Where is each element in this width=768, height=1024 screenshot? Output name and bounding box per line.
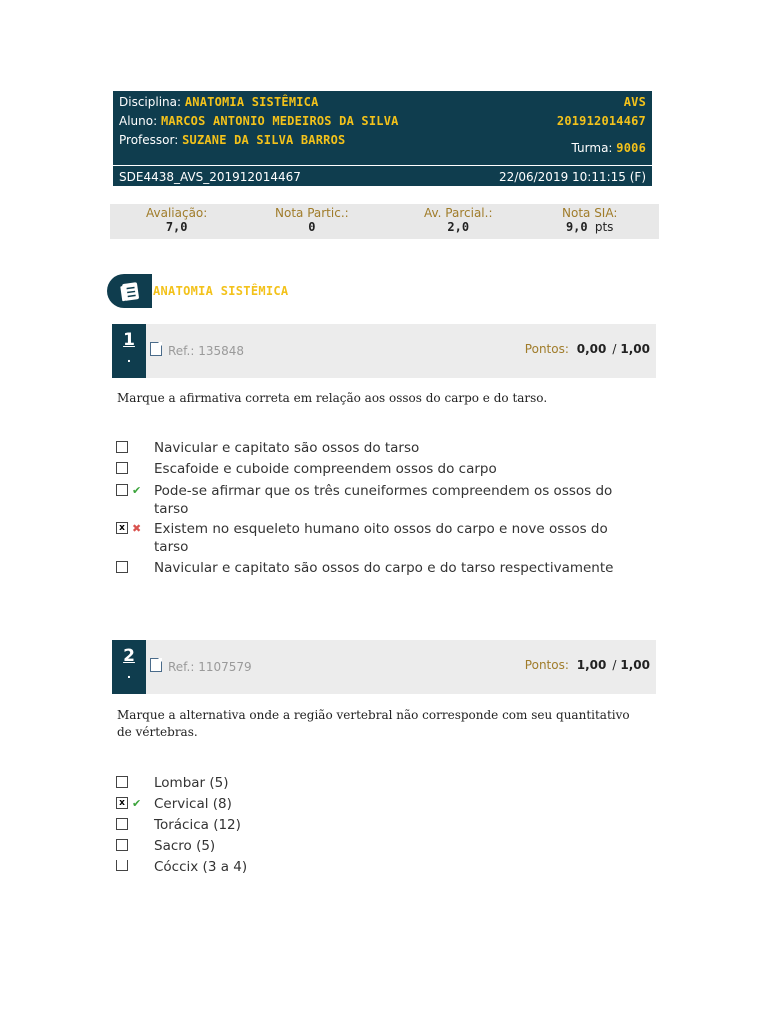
student-label: Aluno: [119, 114, 158, 128]
points-score: 0,00 [576, 342, 607, 356]
option-text: Pode-se afirmar que os três cuneiformes compreendem os ossos do tarso [154, 483, 613, 517]
question-number[interactable]: 2 [123, 646, 135, 666]
question-text: Marque a afirmativa correta em relação aos ossos do carpo e do tarso. [117, 391, 548, 405]
question-points [525, 342, 650, 356]
answer-option[interactable] [116, 837, 646, 855]
option-text: Navicular e capitato são ossos do carpo e do tarso respectivamente [154, 560, 614, 576]
option-text: Lombar (5) [154, 775, 229, 791]
subject-title: ANATOMIA SISTÊMICA [153, 284, 289, 298]
class-group [572, 139, 646, 157]
checkbox-checked[interactable]: x [116, 797, 128, 809]
student-name: MARCOS ANTONIO MEDEIROS DA SILVA [160, 114, 399, 128]
discipline-label: Disciplina: [119, 95, 182, 109]
exam-type: AVS [623, 95, 646, 109]
discipline-value: ANATOMIA SISTÊMICA [184, 95, 319, 109]
question-number-badge[interactable] [112, 640, 146, 694]
answer-option[interactable] [116, 858, 646, 876]
exam-header [113, 91, 652, 186]
points-label: Pontos: [524, 342, 569, 356]
exam-footer-row [119, 168, 646, 186]
ref-text: Ref.: 135848 [168, 344, 245, 358]
question-text: Marque a alternativa onde a região vertebral não corresponde com seu quantitativo de vértebras. [117, 708, 630, 739]
check-icon: ✔ [132, 797, 142, 810]
sia-unit: pts [594, 220, 614, 234]
option-text: Cervical (8) [154, 796, 232, 812]
exam-datetime: 22/06/2019 10:11:15 (F) [499, 170, 646, 184]
student-row [119, 112, 646, 130]
question-ref [150, 342, 244, 358]
points-total: 1,00 [620, 342, 650, 356]
question-number[interactable]: 1 [123, 330, 135, 350]
points-separator: / [612, 658, 617, 672]
partial-label: Av. Parcial.: [424, 206, 493, 220]
option-text: Torácica (12) [154, 817, 241, 833]
question-points [525, 658, 650, 672]
participation-value: 0 [308, 220, 316, 234]
option-text: Cóccix (3 a 4) [154, 859, 248, 875]
checkbox[interactable] [116, 839, 128, 851]
class-value: 9006 [616, 141, 646, 155]
answer-option[interactable] [116, 816, 646, 834]
check-icon: ✔ [132, 484, 142, 497]
question-number-dot: . [126, 668, 132, 681]
option-text: Existem no esqueleto humano oito ossos do carpo e nove ossos do tarso [154, 521, 608, 555]
partial-value: 2,0 [447, 220, 470, 234]
answer-option[interactable] [116, 482, 646, 518]
participation-grade [275, 206, 349, 234]
answer-option[interactable] [116, 795, 646, 813]
sia-grade [562, 206, 617, 234]
student-id: 201912014467 [556, 114, 646, 128]
answer-option[interactable] [116, 439, 646, 457]
question-number-dot: . [126, 352, 132, 365]
exam-code: SDE4438_AVS_201912014467 [119, 170, 301, 184]
points-separator: / [612, 342, 617, 356]
points-label: Pontos: [524, 658, 569, 672]
document-icon [150, 658, 162, 672]
cross-icon: ✖ [132, 522, 142, 535]
grades-summary [110, 204, 659, 239]
class-label: Turma: [571, 141, 613, 155]
answer-option[interactable] [116, 520, 646, 556]
answer-option[interactable] [116, 559, 646, 577]
question-header [112, 324, 656, 378]
evaluation-label: Avaliação: [146, 206, 208, 220]
discipline-row [119, 93, 646, 111]
option-text: Navicular e capitato são ossos do tarso [154, 440, 420, 456]
points-score: 1,00 [576, 658, 607, 672]
checkbox[interactable] [116, 462, 128, 474]
option-text: Escafoide e cuboide compreendem ossos do carpo [154, 461, 497, 477]
sia-label: Nota SIA: [562, 206, 618, 220]
document-icon [150, 342, 162, 356]
question-number-badge[interactable] [112, 324, 146, 378]
header-divider [113, 165, 652, 166]
ref-text: Ref.: 1107579 [168, 660, 252, 674]
book-icon [107, 274, 152, 308]
participation-label: Nota Partic.: [275, 206, 349, 220]
question-header [112, 640, 656, 694]
checkbox[interactable] [116, 441, 128, 453]
answer-option[interactable] [116, 774, 646, 792]
option-text: Sacro (5) [154, 838, 216, 854]
evaluation-value: 7,0 [165, 220, 188, 234]
question-ref [150, 658, 252, 674]
sia-value: 9,0 [565, 220, 588, 234]
answer-option[interactable] [116, 460, 646, 478]
partial-grade [424, 206, 493, 234]
checkbox[interactable] [116, 776, 128, 788]
checkbox[interactable] [116, 561, 128, 573]
class-row [119, 139, 646, 157]
checkbox[interactable] [116, 484, 128, 496]
professor-name: SUZANE DA SILVA BARROS [182, 133, 346, 147]
sia-value-row [562, 220, 617, 234]
points-total: 1,00 [620, 658, 650, 672]
professor-label: Professor: [119, 133, 179, 147]
checkbox[interactable] [116, 860, 128, 871]
checkbox-checked[interactable]: x [116, 522, 128, 534]
evaluation-grade [146, 206, 207, 234]
checkbox[interactable] [116, 818, 128, 830]
